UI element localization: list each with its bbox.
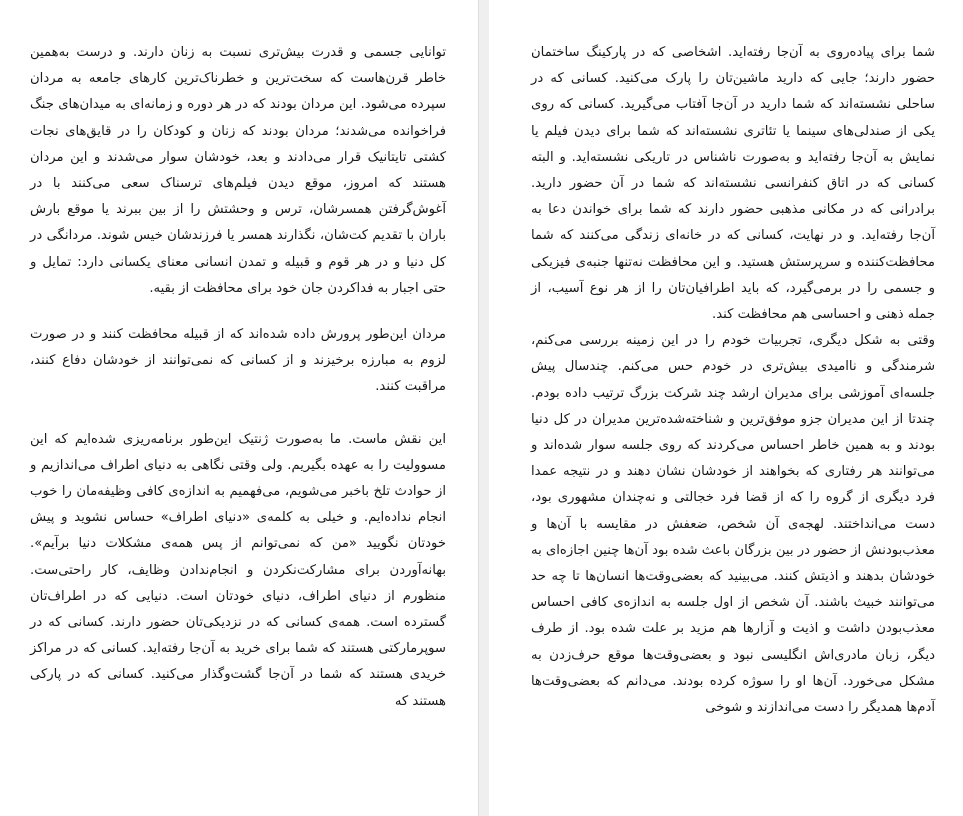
right-page: [489, 0, 963, 816]
right-paragraph-1: شما برای پیاده‌روی به آن‌جا رفته‌اید. اشخاصی که در پارکینگ ساختمان حضور دارند؛ جایی که دارید ماشین‌تان را پارک می‌کنید. کسانی که در ساحلی نشسته‌اند که شما دارید در آن‌جا آفتاب می‌گیرید. کسانی که روی یکی از صندلی‌های سینما یا تئاتری نشسته‌اند که شما برای دیدن فیلم یا نمایش به آن‌جا رفته‌اید و به‌صورت ناشناس در تاریکی نشسته‌اید. و البته کسانی که در اتاق کنفرانسی نشسته‌اند که شما در آن حضور دارید. برادرانی که در مکانی مذهبی حضور دارند که شما برای خواندن دعا به آن‌جا رفته‌اید. و در نهایت، کسانی که در خانه‌ای زندگی می‌کنند که شما محافظت‌کننده و سرپرستش هستید. و این محافظت نه‌تنها جنبه‌ی فیزیکی و جسمی را در برمی‌گیرد، که باید اطرافیان‌تان را از هر نوع آسیب، از جمله ذهنی و احساسی هم محافظت کند.: [531, 45, 935, 323]
left-paragraph-3: این نقش ماست. ما به‌صورت ژنتیک این‌طور برنامه‌ریزی شده‌ایم که این مسوولیت را به عهده بگیریم. ولی وقتی نگاهی به دنیای اطراف می‌اندازیم و از حوادث تلخ باخبر می‌شویم، می‌فهمیم به اندازه‌ی کافی وظیفه‌مان را خوب انجام نداده‌ایم. و خیلی به کلمه‌ی «دنیای اطراف» حساس نشوید و پیش خودتان نگویید «من که نمی‌توانم از پس همه‌ی مشکلات دنیا برآیم». بهانه‌آوردن برای مشارکت‌نکردن و انجام‌ندادن وظایف، کار راحتی‌ست. منظورم از دنیای اطراف، دنیای خودتان است. دنیایی که در اطراف‌تان گسترده است. همه‌ی کسانی که در نزدیکی‌تان حضور دارند. کسانی که در سوپرمارکتی هستند که شما برای خرید به آن‌جا رفته‌اید. کسانی که در مراکز خریدی هستند که شما در آن‌جا گشت‌وگذار می‌کنید. کسانی که در پارکی هستند که: [30, 431, 446, 709]
left-page: [0, 0, 478, 816]
left-paragraph-2: مردان این‌طور پرورش داده شده‌اند که از قبیله محافظت کنند و در صورت لزوم به مبارزه برخیزند و از کسانی که نمی‌توانند از خودشان دفاع کنند، مراقبت کنند.: [30, 327, 446, 395]
left-page-text-column: [30, 40, 446, 715]
right-page-text-column: [531, 40, 935, 721]
left-paragraph-1: توانایی جسمی و قدرت بیش‌تری نسبت به زنان دارند. و درست به‌همین خاطر قرن‌هاست که سخت‌ترین و خطرناک‌ترین کارهای جامعه به مردان سپرده می‌شود. این مردان بودند که در هر دوره و زمانه‌ای به میدان‌های جنگ فراخوانده می‌شدند؛ مردان بودند که زنان و کودکان را در قایق‌های نجات کشتی تایتانیک قرار می‌دادند و بعد، خودشان سوار می‌شدند و این مردان هستند که امروز، موقع دیدن فیلم‌های ترسناک سعی می‌کنند با در آغوش‌گرفتن همسرشان، ترس و وحشتش را از بین ببرند یا موقع بارش باران با تقدیم کت‌شان، نگذارند همسر یا فرزندشان خیس شوند. مردانگی در کل دنیا و در هر قوم و قبیله و تمدن انسانی معنای یکسانی دارد: تمایل و حتی اجبار به فداکردن جان خود برای محافظت از بقیه.: [30, 45, 446, 296]
right-paragraph-2: وقتی به شکل دیگری، تجربیات خودم را در این زمینه بررسی می‌کنم، شرمندگی و ناامیدی بیش‌تری در خودم حس می‌کنم. چندسال پیش جلسه‌ای آموزشی برای مدیران ارشد چند شرکت بزرگ ترتیب داده بودم. چندتا از این مدیران جزو موفق‌ترین و شناخته‌شده‌ترین مدیران در کل دنیا بودند و به همین خاطر احساس می‌کردند که روی جلسه سوار شده‌اند و می‌توانند هر رفتاری که بخواهند از خودشان نشان دهند و در نتیجه عمدا فرد دیگری از گروه را که از قضا فرد خجالتی و نه‌چندان مشهوری بود، دست می‌انداختند. لهجه‌ی آن شخص، ضعفش در مقایسه با آن‌ها و معذب‌بودنش از حضور در بین بزرگان باعث شده بود آن‌ها چنین اجازه‌ای به خودشان بدهند و اذیتش کنند. می‌بینید که بعضی‌وقت‌ها انسان‌ها تا چه حد می‌توانند خبیث باشند. آن شخص از اول جلسه به اندازه‌ی کافی احساس معذب‌بودن داشت و اذیت و آزارها هم مزید بر علت شده بود. از طرف دیگر، زبان مادری‌اش انگلیسی نبود و بعضی‌وقت‌ها موقع حرف‌زدن به مشکل می‌خورد. آن‌ها او را سوژه کرده بودند. می‌دانم که بعضی‌وقت‌ها آدم‌ها همدیگر را دست می‌اندازند و شوخی: [531, 333, 935, 716]
